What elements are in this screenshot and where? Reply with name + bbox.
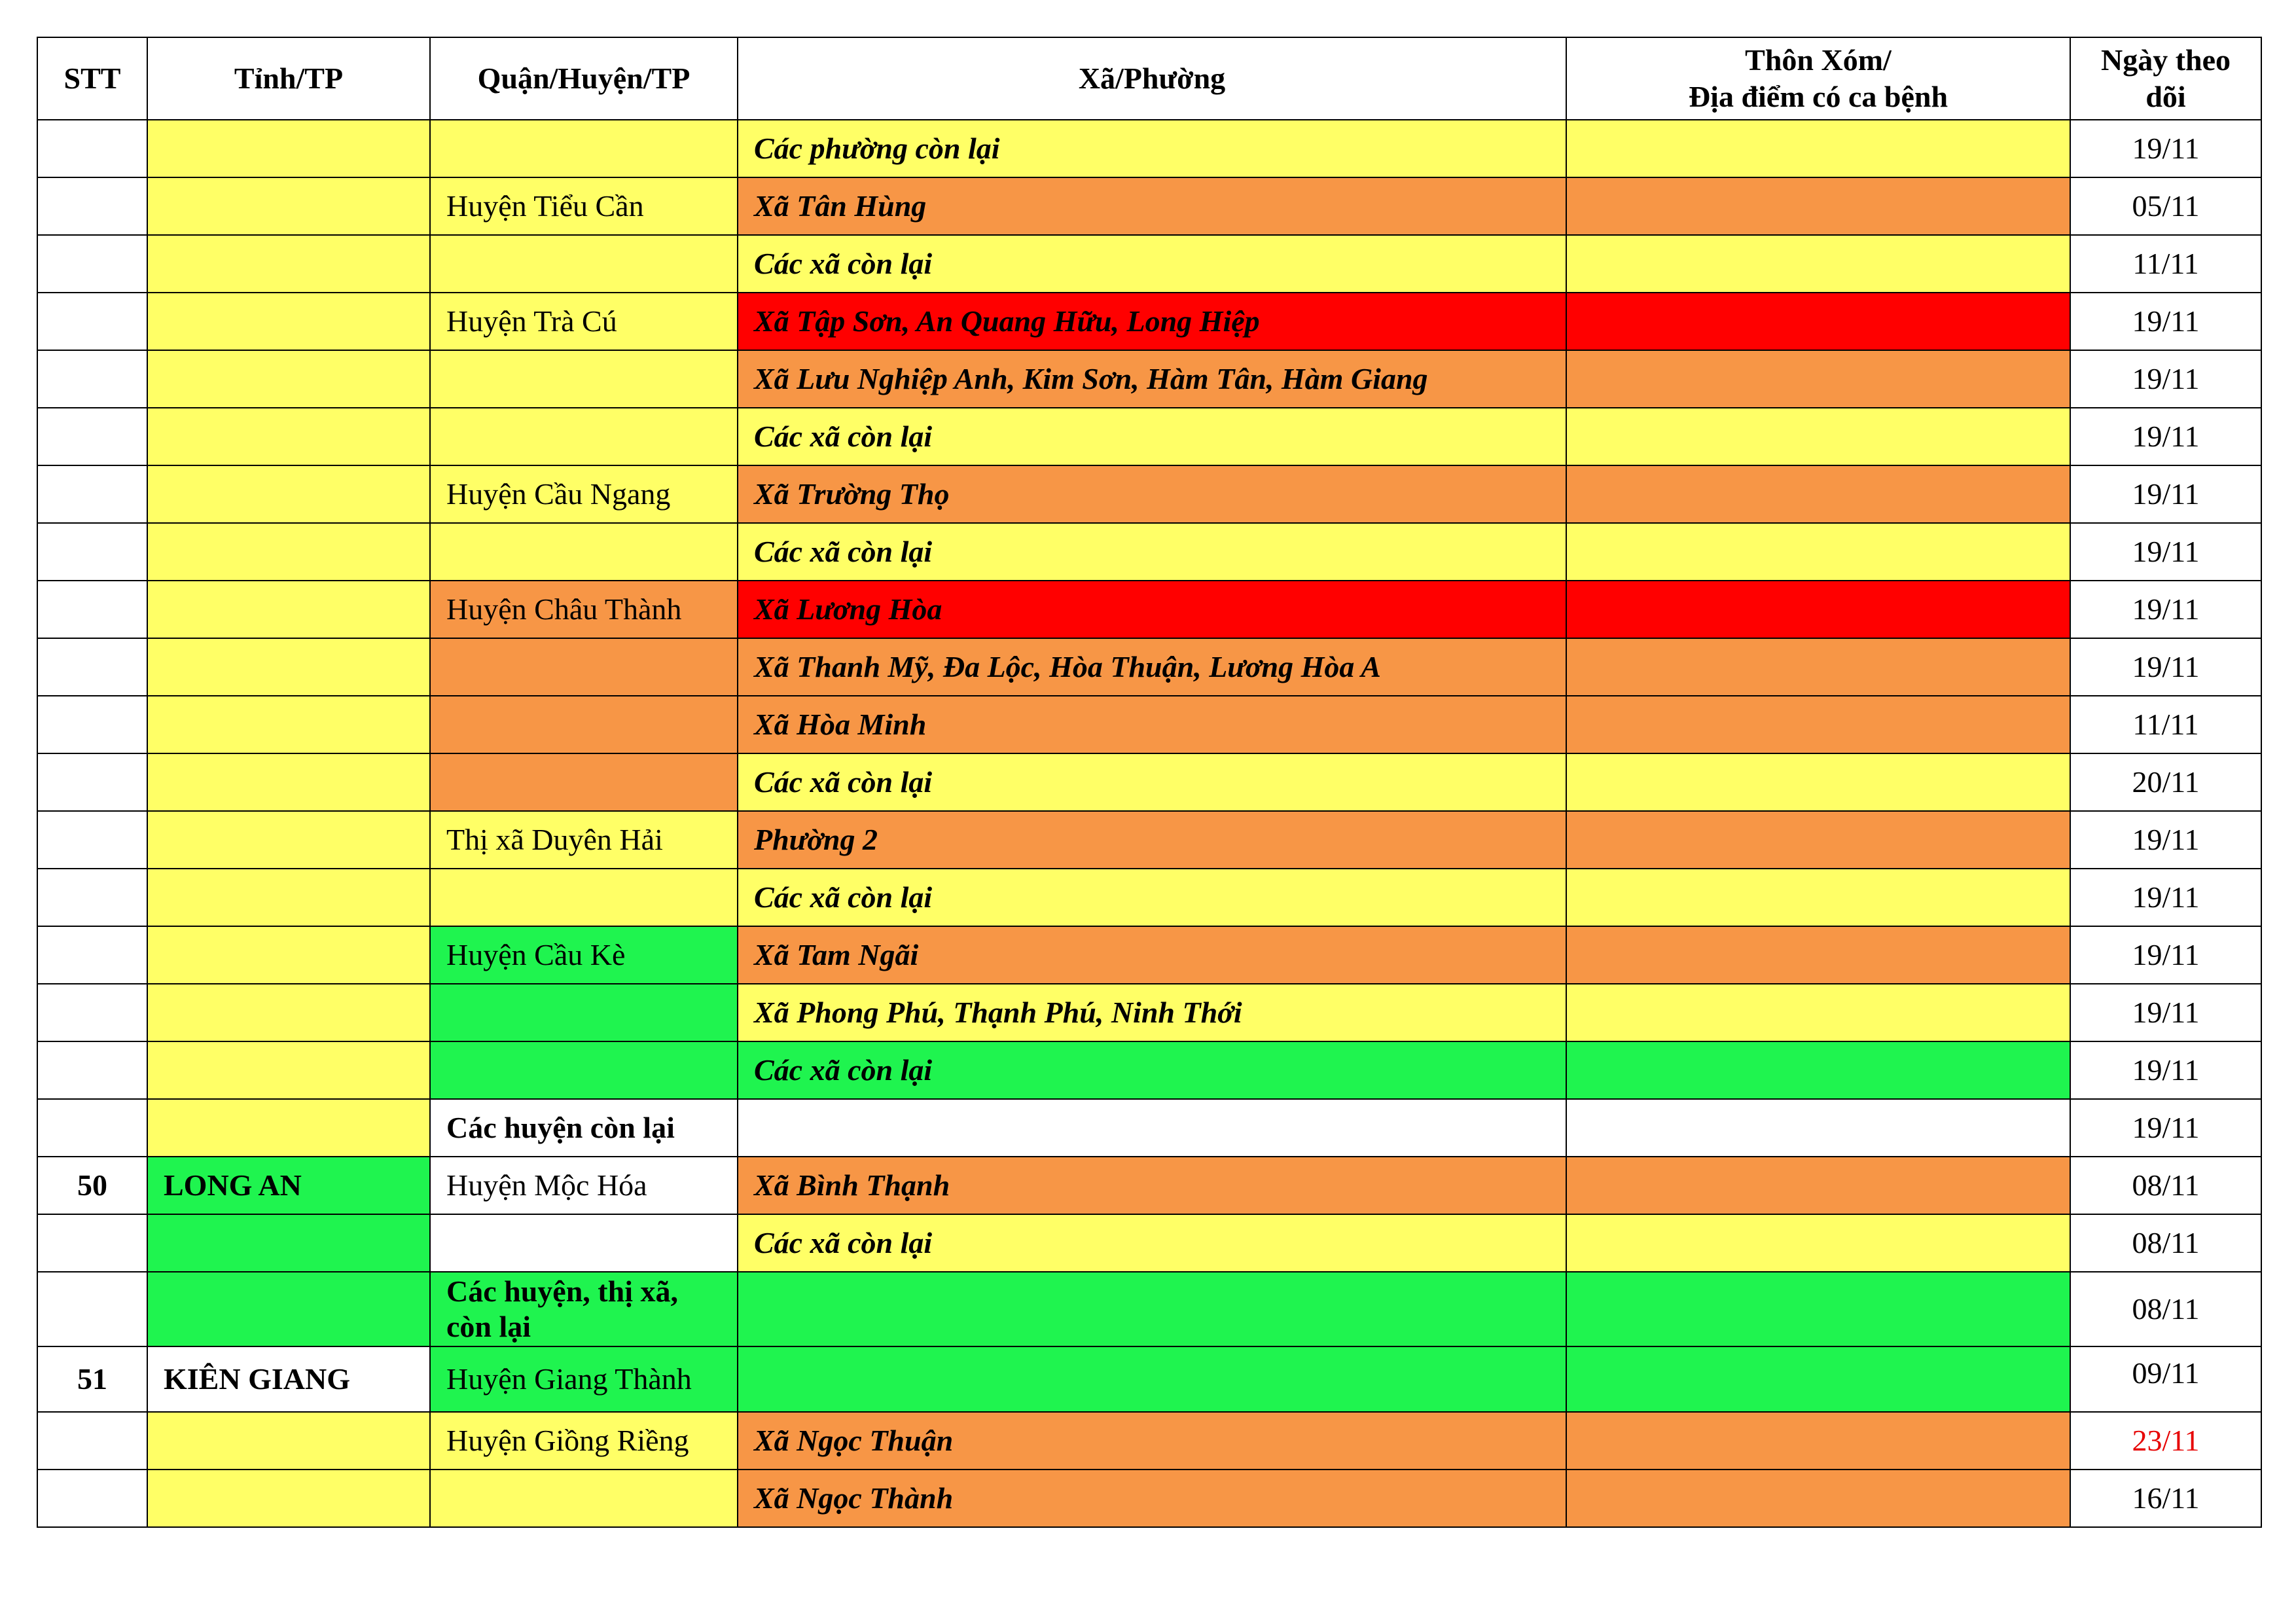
cell-tinh — [147, 465, 430, 523]
table-row — [37, 1272, 2261, 1346]
table-row — [37, 1157, 2261, 1214]
cell-tinh — [147, 1412, 430, 1470]
cell-thon — [1566, 523, 2070, 581]
cell-ngay: 19/11 — [2070, 581, 2261, 638]
header-xa: Xã/Phường — [738, 37, 1566, 120]
cell-tinh — [147, 581, 430, 638]
cell-ngay: 20/11 — [2070, 753, 2261, 811]
cell-ngay: 19/11 — [2070, 1099, 2261, 1157]
cell-tinh: LONG AN — [147, 1157, 430, 1214]
header-stt: STT — [37, 37, 147, 120]
header-thon — [1566, 37, 2070, 120]
cell-thon — [1566, 811, 2070, 869]
cell-ngay: 19/11 — [2070, 1041, 2261, 1099]
cell-quan: Các huyện, thị xã, còn lại — [430, 1272, 738, 1346]
cell-stt — [37, 293, 147, 350]
cell-xa: Xã Tập Sơn, An Quang Hữu, Long Hiệp — [738, 293, 1566, 350]
cell-thon — [1566, 753, 2070, 811]
cell-ngay: 19/11 — [2070, 811, 2261, 869]
cell-quan — [430, 523, 738, 581]
cell-stt — [37, 1470, 147, 1527]
cell-thon — [1566, 293, 2070, 350]
cell-xa — [738, 1346, 1566, 1412]
cell-stt — [37, 581, 147, 638]
header-ngay — [2070, 37, 2261, 120]
cell-stt — [37, 120, 147, 177]
cell-ngay: 09/11 — [2070, 1346, 2261, 1412]
cell-thon — [1566, 984, 2070, 1041]
table-row — [37, 293, 2261, 350]
table-row — [37, 1412, 2261, 1470]
cell-quan — [430, 869, 738, 926]
cell-quan — [430, 350, 738, 408]
cell-stt — [37, 177, 147, 235]
cell-quan — [430, 1214, 738, 1272]
cell-ngay: 08/11 — [2070, 1214, 2261, 1272]
cell-quan: Huyện Giồng Riềng — [430, 1412, 738, 1470]
cell-stt: 50 — [37, 1157, 147, 1214]
cell-ngay: 19/11 — [2070, 926, 2261, 984]
header-thon-line1: Thôn Xóm/ — [1745, 43, 1892, 77]
cell-stt — [37, 235, 147, 293]
cell-tinh — [147, 984, 430, 1041]
cell-quan: Các huyện còn lại — [430, 1099, 738, 1157]
cell-thon — [1566, 350, 2070, 408]
cell-ngay: 19/11 — [2070, 523, 2261, 581]
cell-ngay: 11/11 — [2070, 235, 2261, 293]
cell-xa: Các xã còn lại — [738, 1041, 1566, 1099]
cell-stt — [37, 869, 147, 926]
table-row — [37, 1346, 2261, 1412]
cell-tinh — [147, 293, 430, 350]
cell-ngay: 08/11 — [2070, 1157, 2261, 1214]
cell-xa: Phường 2 — [738, 811, 1566, 869]
table-row — [37, 581, 2261, 638]
cell-ngay: 19/11 — [2070, 293, 2261, 350]
cell-quan: Huyện Trà Cú — [430, 293, 738, 350]
cell-xa: Các xã còn lại — [738, 408, 1566, 465]
cell-xa: Các xã còn lại — [738, 523, 1566, 581]
cell-ngay: 19/11 — [2070, 465, 2261, 523]
cell-stt — [37, 1214, 147, 1272]
cell-xa: Xã Tam Ngãi — [738, 926, 1566, 984]
header-ngay-line1: Ngày theo — [2100, 43, 2231, 77]
cell-thon — [1566, 869, 2070, 926]
cell-quan: Huyện Cầu Kè — [430, 926, 738, 984]
table-row — [37, 869, 2261, 926]
cell-tinh — [147, 753, 430, 811]
cell-thon — [1566, 1346, 2070, 1412]
cell-ngay: 19/11 — [2070, 638, 2261, 696]
cell-thon — [1566, 235, 2070, 293]
cell-xa: Xã Bình Thạnh — [738, 1157, 1566, 1214]
cell-xa: Xã Lương Hòa — [738, 581, 1566, 638]
cell-xa: Xã Thanh Mỹ, Đa Lộc, Hòa Thuận, Lương Hòa A — [738, 638, 1566, 696]
cell-thon — [1566, 1214, 2070, 1272]
cell-thon — [1566, 1470, 2070, 1527]
cell-quan — [430, 1041, 738, 1099]
cell-stt — [37, 984, 147, 1041]
cell-tinh: KIÊN GIANG — [147, 1346, 430, 1412]
cell-quan: Huyện Mộc Hóa — [430, 1157, 738, 1214]
cell-thon — [1566, 120, 2070, 177]
cell-quan: Huyện Châu Thành — [430, 581, 738, 638]
cell-tinh — [147, 177, 430, 235]
cell-tinh — [147, 926, 430, 984]
header-ngay-line2: dõi — [2145, 80, 2186, 113]
cell-stt — [37, 1099, 147, 1157]
table-row — [37, 465, 2261, 523]
cell-tinh — [147, 350, 430, 408]
cell-tinh — [147, 1099, 430, 1157]
cell-xa: Xã Phong Phú, Thạnh Phú, Ninh Thới — [738, 984, 1566, 1041]
cell-ngay: 19/11 — [2070, 984, 2261, 1041]
cell-ngay: 19/11 — [2070, 350, 2261, 408]
cell-quan: Huyện Tiểu Cần — [430, 177, 738, 235]
table-row — [37, 638, 2261, 696]
table-row — [37, 408, 2261, 465]
cell-xa: Xã Ngọc Thành — [738, 1470, 1566, 1527]
cell-quan — [430, 638, 738, 696]
cell-quan — [430, 235, 738, 293]
header-quan: Quận/Huyện/TP — [430, 37, 738, 120]
cell-xa: Các phường còn lại — [738, 120, 1566, 177]
cell-tinh — [147, 638, 430, 696]
cell-stt — [37, 926, 147, 984]
cell-ngay: 16/11 — [2070, 1470, 2261, 1527]
cell-xa — [738, 1272, 1566, 1346]
cell-stt — [37, 1272, 147, 1346]
cell-ngay: 05/11 — [2070, 177, 2261, 235]
table-row — [37, 1099, 2261, 1157]
cell-xa — [738, 1099, 1566, 1157]
cell-tinh — [147, 235, 430, 293]
cell-stt — [37, 753, 147, 811]
cell-stt — [37, 408, 147, 465]
table-row — [37, 235, 2261, 293]
cell-stt — [37, 811, 147, 869]
cell-thon — [1566, 696, 2070, 753]
cell-thon — [1566, 1041, 2070, 1099]
cell-quan — [430, 1470, 738, 1527]
cell-xa: Các xã còn lại — [738, 1214, 1566, 1272]
cell-xa: Xã Trường Thọ — [738, 465, 1566, 523]
cell-xa: Các xã còn lại — [738, 235, 1566, 293]
cell-tinh — [147, 1272, 430, 1346]
table-row — [37, 1214, 2261, 1272]
cell-ngay: 19/11 — [2070, 869, 2261, 926]
cell-quan — [430, 408, 738, 465]
cell-thon — [1566, 638, 2070, 696]
cell-quan — [430, 120, 738, 177]
cell-stt — [37, 638, 147, 696]
cell-xa: Xã Lưu Nghiệp Anh, Kim Sơn, Hàm Tân, Hàm Giang — [738, 350, 1566, 408]
table-row — [37, 523, 2261, 581]
cell-thon — [1566, 581, 2070, 638]
cell-tinh — [147, 1041, 430, 1099]
cell-xa: Xã Ngọc Thuận — [738, 1412, 1566, 1470]
cell-thon — [1566, 1157, 2070, 1214]
cell-xa: Xã Hòa Minh — [738, 696, 1566, 753]
cell-xa: Xã Tân Hùng — [738, 177, 1566, 235]
cell-quan: Thị xã Duyên Hải — [430, 811, 738, 869]
cell-thon — [1566, 1099, 2070, 1157]
cell-thon — [1566, 465, 2070, 523]
cell-ngay: 11/11 — [2070, 696, 2261, 753]
cell-stt — [37, 1041, 147, 1099]
cell-tinh — [147, 523, 430, 581]
cell-ngay: 19/11 — [2070, 408, 2261, 465]
header-tinh: Tỉnh/TP — [147, 37, 430, 120]
table-row — [37, 350, 2261, 408]
cell-ngay: 23/11 — [2070, 1412, 2261, 1470]
cell-stt — [37, 523, 147, 581]
cell-quan: Huyện Cầu Ngang — [430, 465, 738, 523]
cell-quan — [430, 753, 738, 811]
table-row — [37, 753, 2261, 811]
table-row — [37, 984, 2261, 1041]
cell-thon — [1566, 926, 2070, 984]
cell-tinh — [147, 120, 430, 177]
cell-ngay: 08/11 — [2070, 1272, 2261, 1346]
table-row — [37, 120, 2261, 177]
table-row — [37, 177, 2261, 235]
table-row — [37, 926, 2261, 984]
cell-tinh — [147, 1470, 430, 1527]
cell-stt — [37, 465, 147, 523]
cell-ngay: 19/11 — [2070, 120, 2261, 177]
cell-thon — [1566, 408, 2070, 465]
table-row — [37, 1470, 2261, 1527]
cell-tinh — [147, 869, 430, 926]
cell-stt — [37, 1412, 147, 1470]
zone-table — [37, 37, 2262, 1528]
header-row — [37, 37, 2261, 120]
cell-tinh — [147, 1214, 430, 1272]
table-row — [37, 1041, 2261, 1099]
header-thon-line2: Địa điểm có ca bệnh — [1688, 80, 1948, 113]
table-row — [37, 696, 2261, 753]
cell-quan — [430, 984, 738, 1041]
cell-thon — [1566, 1272, 2070, 1346]
table-row — [37, 811, 2261, 869]
cell-thon — [1566, 177, 2070, 235]
cell-xa: Các xã còn lại — [738, 869, 1566, 926]
cell-quan — [430, 696, 738, 753]
cell-tinh — [147, 811, 430, 869]
cell-stt — [37, 696, 147, 753]
cell-thon — [1566, 1412, 2070, 1470]
cell-xa: Các xã còn lại — [738, 753, 1566, 811]
cell-stt: 51 — [37, 1346, 147, 1412]
cell-tinh — [147, 408, 430, 465]
cell-quan: Huyện Giang Thành — [430, 1346, 738, 1412]
cell-stt — [37, 350, 147, 408]
cell-tinh — [147, 696, 430, 753]
